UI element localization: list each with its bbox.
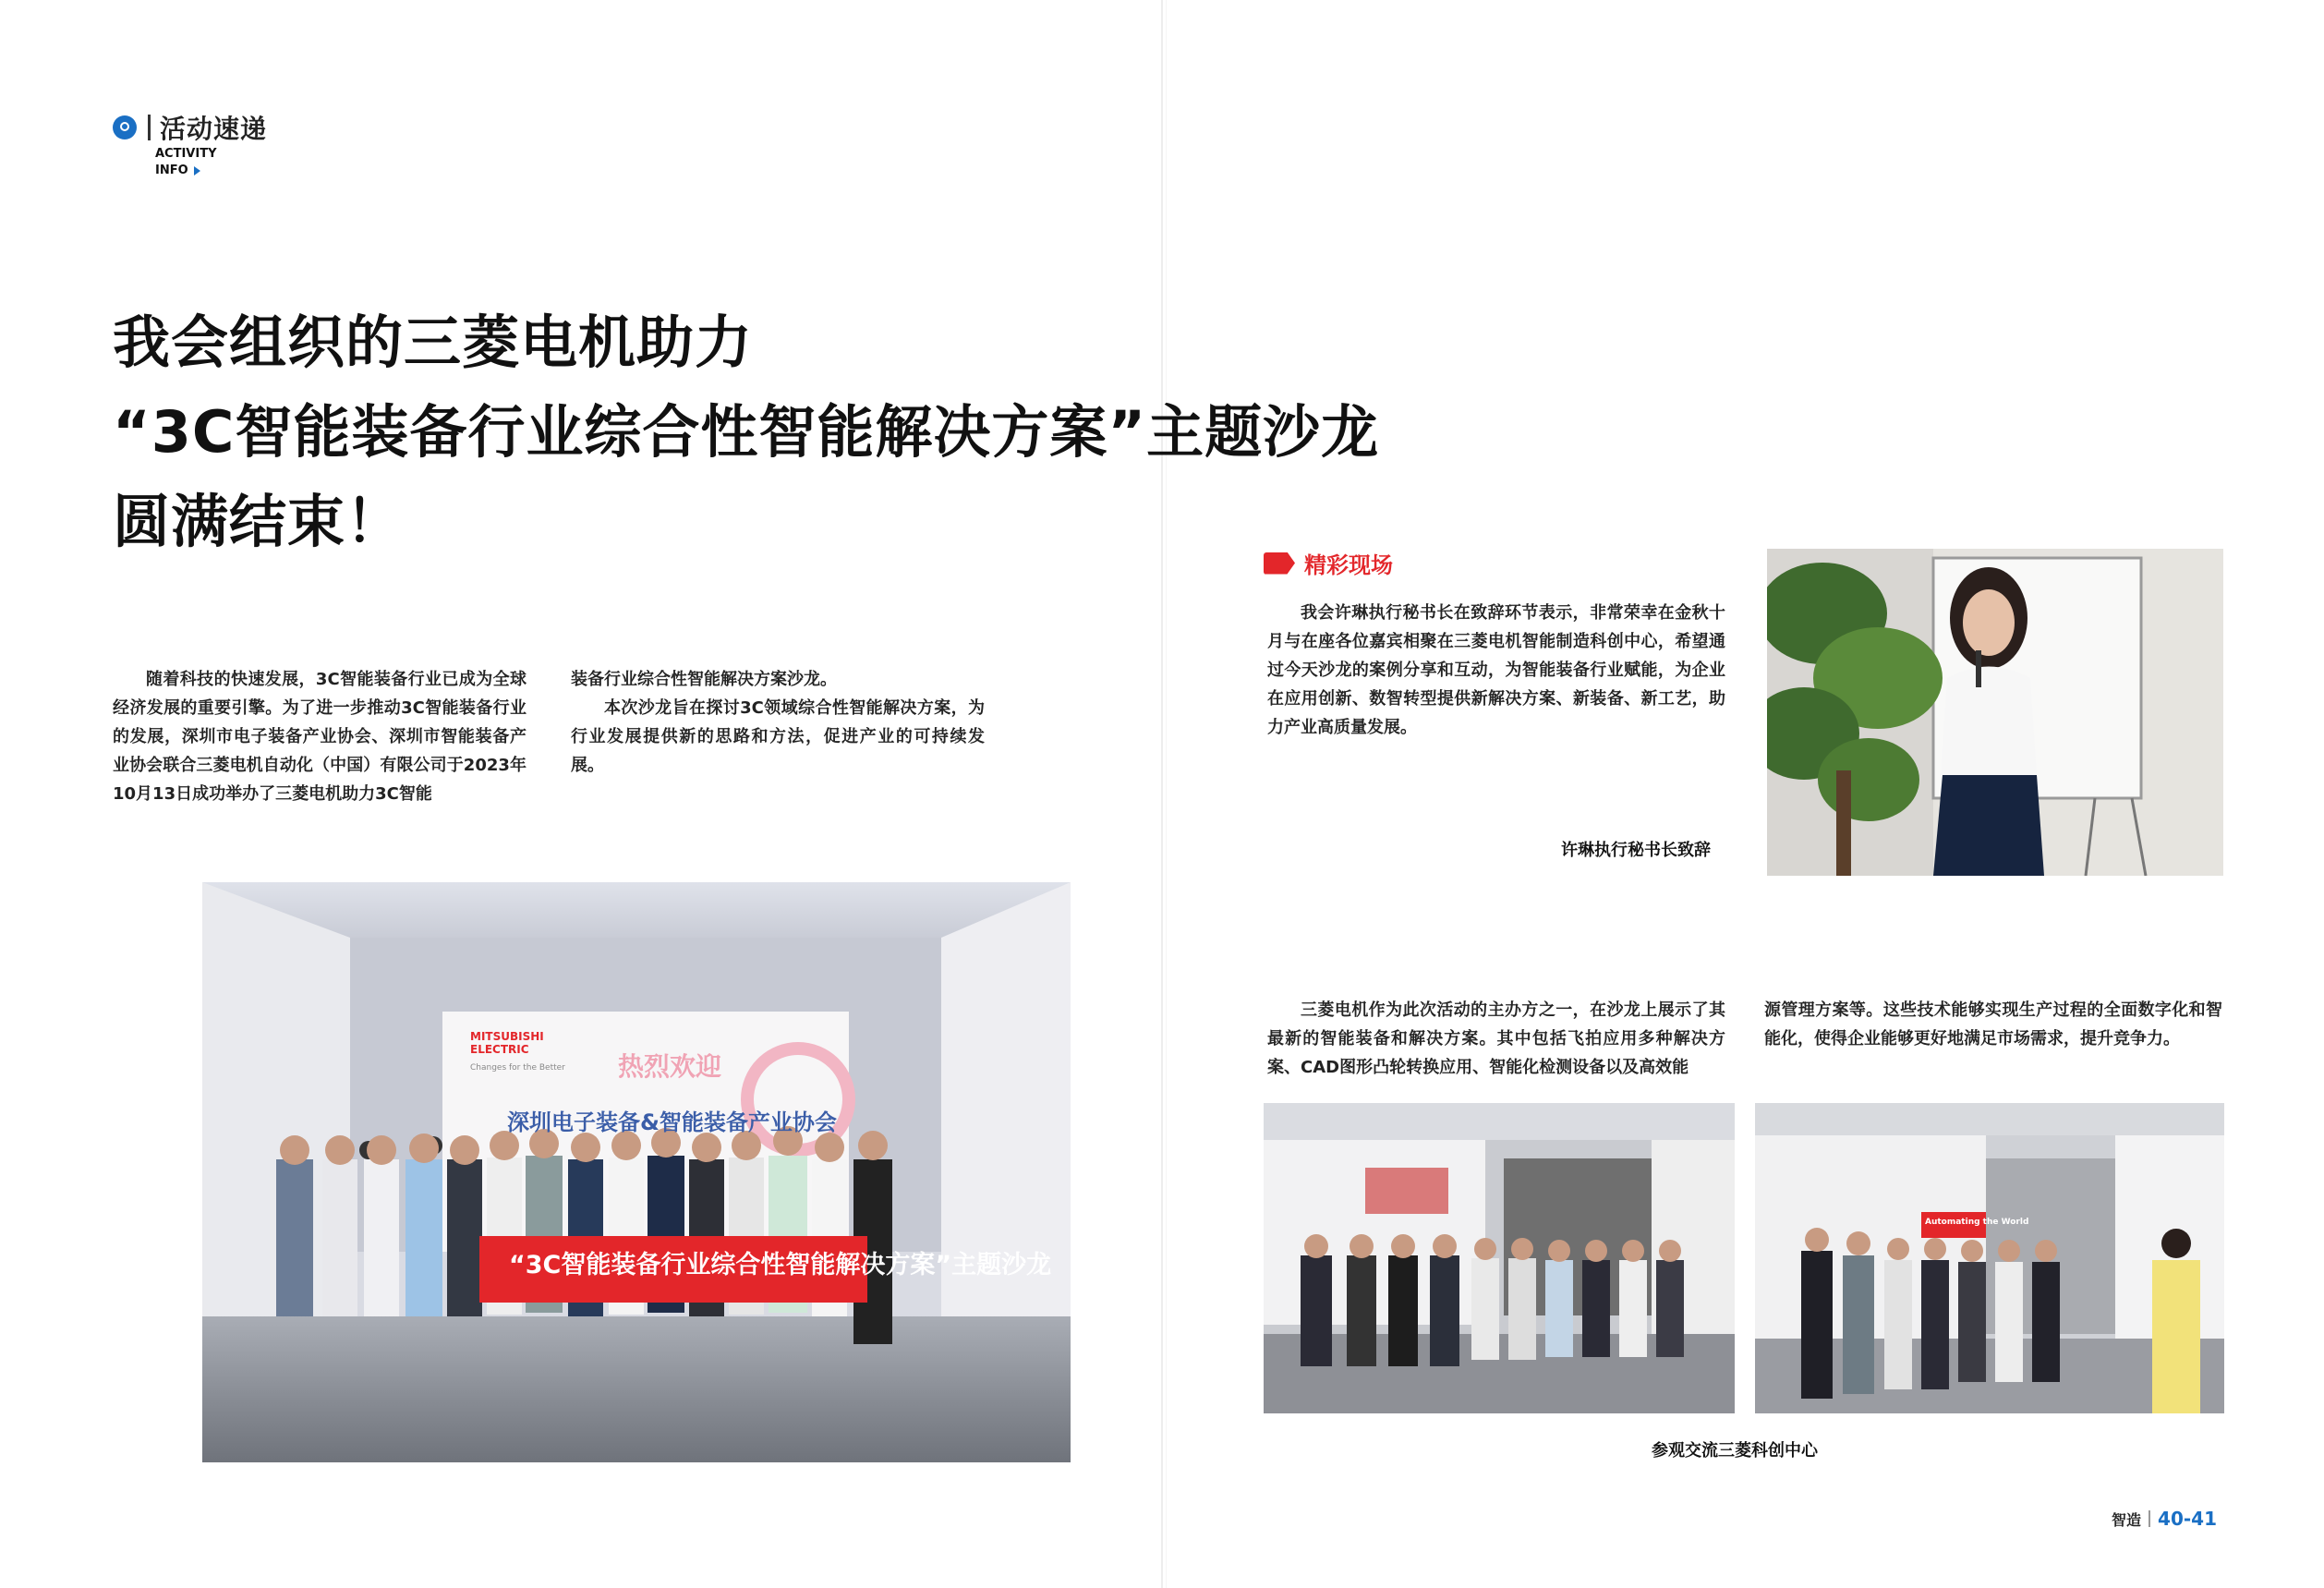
speaker-photo-caption: 许琳执行秘书长致辞 (1561, 841, 1711, 860)
speaker-photo (1767, 549, 2223, 876)
headline-line2: “3C智能装备行业综合性智能解决方案”主题沙龙 (113, 398, 1380, 466)
section-subtitle-line2: INFO (155, 164, 188, 177)
showcase-paragraph-1: 三菱电机作为此次活动的主办方之一，在沙龙上展示了其最新的智能装备和解决方案。其中包括飞拍应用多种解决方案、CAD图形凸轮转换应用、智能化检测设备以及高效能 (1267, 1000, 1725, 1077)
intro-paragraph-1-continued: 装备行业综合性智能解决方案沙龙。 (571, 670, 837, 689)
highlight-tag-label: 精彩现场 (1304, 552, 1393, 578)
tour-photo-right (1755, 1103, 2224, 1413)
group-photo-brand: MITSUBISHI ELECTRIC (470, 1030, 544, 1056)
group-photo-wall-text: 深圳电子装备&智能装备产业协会 (507, 1109, 837, 1135)
group-photo-banner: “3C智能装备行业综合性智能解决方案”主题沙龙 (509, 1251, 1052, 1279)
intro-paragraph-2: 本次沙龙旨在探讨3C领域综合性智能解决方案，为行业发展提供新的思路和方法，促进产业的可持续发展。 (571, 698, 985, 775)
section-circle-icon (113, 115, 137, 139)
triangle-arrow-icon (194, 166, 200, 176)
section-subtitle (155, 146, 217, 179)
magazine-name: 智造 (2112, 1510, 2142, 1529)
highlight-tag (1264, 547, 1393, 579)
tour-photos-caption: 参观交流三菱科创中心 (1652, 1441, 1818, 1461)
showcase-column-2 (1764, 996, 2222, 1053)
headline-line3: 圆满结束！ (113, 488, 405, 555)
showcase-paragraph-1-continued: 源管理方案等。这些技术能够实现生产过程的全面数字化和智能化，使得企业能够更好地满足市场需求，提升竞争力。 (1764, 1000, 2222, 1049)
section-subtitle-line1: ACTIVITY (155, 147, 217, 161)
headline-line1: 我会组织的三菱电机助力 (113, 309, 754, 376)
group-photo-brand-tagline: Changes for the Better (470, 1063, 565, 1073)
page-spine (1161, 0, 1163, 1588)
group-photo (202, 882, 1071, 1462)
red-arrow-icon (1264, 552, 1295, 575)
page-spine-shadow (1166, 0, 1167, 1588)
page-number (2112, 1508, 2217, 1530)
section-divider (148, 115, 151, 140)
intro-paragraph-1: 随着科技的快速发展，3C智能装备行业已成为全球经济发展的重要引擎。为了进一步推动3C智能装备行业的发展，深圳市电子装备产业协会、深圳市智能装备产业协会联合三菱电机自动化（中国）有限公司于2023年10月13日成功举办了三菱电机助力3C智能 (113, 670, 527, 804)
section-title: 活动速递 (160, 114, 268, 144)
intro-column-1 (113, 665, 527, 808)
article-headline (113, 297, 1379, 566)
tour-photo-sign: Automating the World (1925, 1218, 2029, 1227)
group-photo-welcome: 热烈欢迎 (618, 1051, 722, 1082)
showcase-column-1 (1267, 996, 1725, 1082)
tour-photo-left (1264, 1103, 1735, 1413)
section-header (113, 109, 267, 146)
highlight-column (1267, 599, 1725, 742)
page-number-divider (2148, 1510, 2150, 1527)
intro-column-2 (571, 665, 985, 780)
page-range: 40-41 (2158, 1508, 2217, 1530)
highlight-paragraph: 我会许琳执行秘书长在致辞环节表示，非常荣幸在金秋十月与在座各位嘉宾相聚在三菱电机智能制造科创中心，希望通过今天沙龙的案例分享和互动，为智能装备行业赋能，为企业在应用创新、数智转型提供新解决方案、新装备、新工艺，助力产业高质量发展。 (1267, 603, 1725, 737)
